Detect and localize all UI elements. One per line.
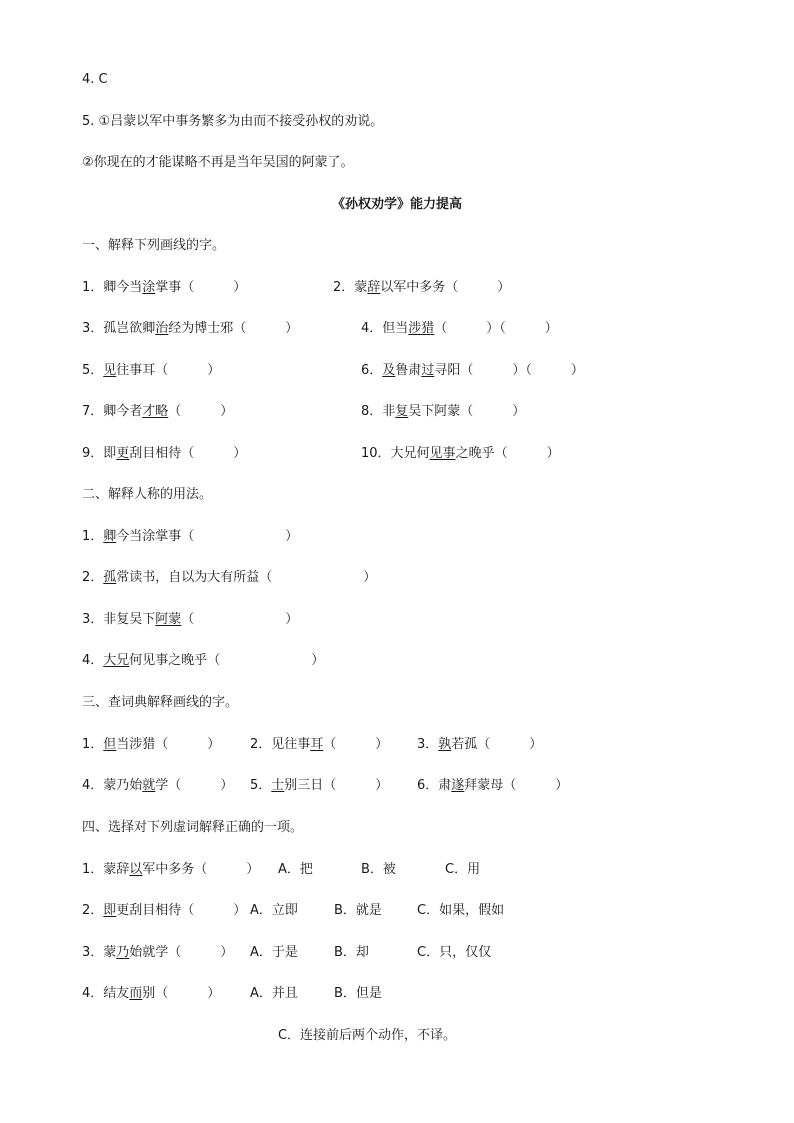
s4-item-1-option-c: C．用 (445, 862, 481, 877)
answer-4: 4. C (82, 72, 108, 87)
s4-item-2-option-c: C．如果，假如 (417, 903, 505, 918)
s1-item-5: 5．见往事耳（ ） (82, 363, 221, 378)
s1-item-9: 9．即更刮目相待（ ） (82, 446, 247, 461)
s2-item-2: 2．孤常读书，自以为大有所益（ ） (82, 570, 377, 585)
s1-item-1: 1．卿今当涂掌事（ ） (82, 280, 247, 295)
s4-item-3-option-b: B．却 (334, 945, 369, 960)
s1-item-3: 3．孤岂欲卿治经为博士邪（ ） (82, 321, 299, 336)
s4-item-4-option-c: C．连接前后两个动作，不译。 (277, 1028, 457, 1043)
s3-item-6: 6．肃遂拜蒙母（ ） (417, 778, 569, 793)
s4-item-4-option-a: A．并且 (250, 986, 298, 1001)
section3-heading: 三、查词典解释画线的字。 (82, 695, 239, 710)
s1-item-2: 2．蒙辞以军中多务（ ） (333, 280, 511, 295)
section4-heading: 四、选择对下列虚词解释正确的一项。 (82, 820, 304, 835)
s3-item-5: 5．士别三日（ ） (250, 778, 389, 793)
answer-5-2: ②你现在的才能谋略不再是当年吴国的阿蒙了。 (82, 155, 354, 170)
s1-item-7: 7．卿今者才略（ ） (82, 404, 234, 419)
s1-item-10: 10．大兄何见事之晚乎（ ） (361, 446, 560, 461)
section1-heading: 一、解释下列画线的字。 (82, 238, 226, 253)
s3-item-3: 3．孰若孤（ ） (417, 737, 543, 752)
s4-item-2-option-a: A．立即 (250, 903, 298, 918)
s4-item-3-option-a: A．于是 (250, 945, 298, 960)
s1-item-8: 8．非复吴下阿蒙（ ） (361, 404, 526, 419)
s4-item-1-option-b: B．被 (361, 862, 396, 877)
s4-item-4-option-b: B．但是 (334, 986, 382, 1001)
s2-item-3: 3．非复吴下阿蒙（ ） (82, 612, 299, 627)
s3-item-4: 4．蒙乃始就学（ ） (82, 778, 234, 793)
s4-item-1: 1．蒙辞以军中多务（ ） (82, 862, 260, 877)
s4-item-3-option-c: C．只，仅仅 (417, 945, 492, 960)
s2-item-1: 1．卿今当涂掌事（ ） (82, 529, 299, 544)
answer-5-1: 5. ①吕蒙以军中事务繁多为由而不接受孙权的劝说。 (82, 114, 384, 129)
s3-item-1: 1．但当涉猎（ ） (82, 737, 221, 752)
s1-item-4: 4．但当涉猎（ ）（ ） (361, 321, 558, 336)
section2-heading: 二、解释人称的用法。 (82, 487, 213, 502)
s4-item-1-option-a: A．把 (278, 862, 313, 877)
s4-item-2: 2．即更刮目相待（ ） (82, 903, 247, 918)
s3-item-2: 2．见往事耳（ ） (250, 737, 389, 752)
s4-item-2-option-b: B．就是 (334, 903, 382, 918)
page-title: 《孙权劝学》能力提高 (331, 197, 462, 212)
s1-item-6: 6．及鲁肃过寻阳（ ）（ ） (361, 363, 584, 378)
s4-item-4: 4．结友而别（ ） (82, 986, 221, 1001)
s2-item-4: 4．大兄何见事之晚乎（ ） (82, 653, 325, 668)
s4-item-3: 3．蒙乃始就学（ ） (82, 945, 234, 960)
